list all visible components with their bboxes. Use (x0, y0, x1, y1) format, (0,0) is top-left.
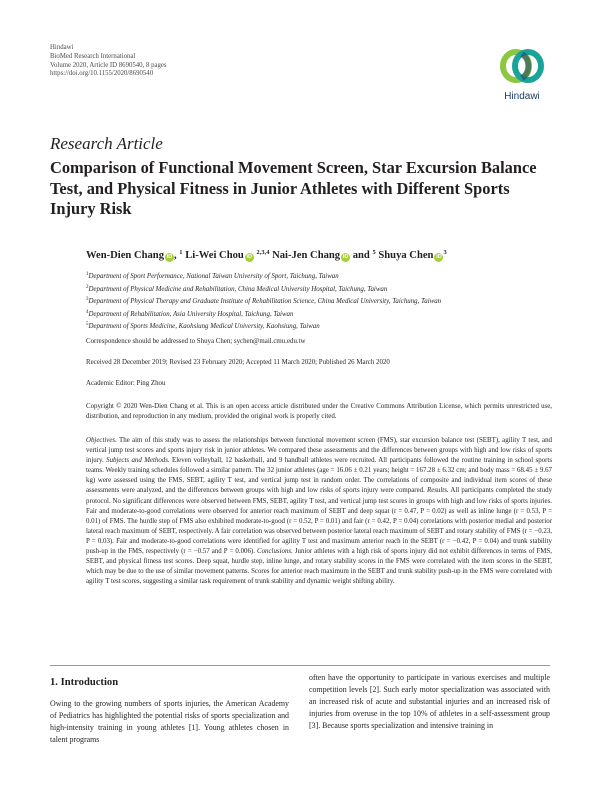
affiliation: $^3$Department of Physical Therapy and Graduate Institute of Rehabilitation Science, China Medical University, Taichung, Taiwan (86, 297, 442, 306)
section-divider (50, 665, 550, 666)
abstract-text: Objectives. The aim of this study was to assess the relationships between functional movement screen (FMS), star excursion balance test (SEBT), agility T test, and vertical jump test scores and sports injury risk in junior athletes. We compared these assessments and the differences between groups with high and low risks of sports injury. Subjects and Methods. Eleven volleyball, 12 basketball, and 9 handball athletes were recruited. All participants followed the routine training in school sports teams. Weekly training schedules followed a similar pattern. The 32 junior athletes (age = 16.06 ± 0.21 years; height = 167.28 ± 6.32 cm; and body mass = 68.45 ± 9.67 kg) were assessed using the FMS, SEBT, agility T test, and vertical jump test in random order. The correlations of composite and individual item scores of these assessments were analyzed, and the differences between groups with high and low risks of sports injury were compared. Results. All participants completed the study protocol. No significant differences were observed between FMS, SEBT, agility T test, and vertical jump test scores in groups with high and low risks of sports injuries. Fair and moderate-to-good correlations were observed for anterior reach maximum of SEBT and deep squat (r = 0.47, P = 0.02) as well as inline lunge (r = 0.53, P = 0.01) of FMS. The hurdle step of FMS also exhibited moderate-to-good (r = 0.52, P = 0.01) and fair (r = 0.42, P = 0.04) correlations with posterior medial and posterior lateral reach maximum of SEBT, respectively. A fair correlation was observed between posterior lateral reach maximum of SEBT and rotary stability of FMS (r = −0.23, P = 0.03). Fair and moderate-to-good correlations were identified for agility T test and maximum anterior reach in the SEBT (r = −0.42, P = 0.04) and trunk stability push-up in the FMS, respectively (r = −0.57 and P = 0.006). Conclusions. Junior athletes with a high risk of sports injury did not exhibit differences in terms of FMS, SEBT, and physical fitness test scores. Deep squat, hurdle step, inline lunge, and rotary stability scores in the FMS were correlated with the item scores in the SEBT, which may be due to the use of similar movement patterns. Scores for anterior reach maximum in the SEBT and trunk stability push-up in the FMS were correlated with agility T test scores, suggesting a similar task requirement of trunk stability and dynamic weight shifting ability. (86, 437, 553, 586)
affiliation: $^2$Department of Physical Medicine and Rehabilitation, China Medical University Hospital, Taichung, Taiwan (86, 284, 388, 293)
author-affil-sup: 3 (443, 249, 447, 256)
abstract (86, 436, 552, 587)
publisher-name: Hindawi (50, 44, 74, 51)
author-affil-sup: 1 (179, 249, 183, 256)
article-type: Research Article (50, 134, 163, 153)
publication-dates: Received 28 December 2019; Revised 23 February 2020; Accepted 11 March 2020; Published 26 March 2020 (86, 359, 390, 366)
section-heading: 1. Introduction (50, 677, 119, 688)
article-title: Comparison of Functional Movement Screen, Star Excursion Balance Test, and Physical Fitness in Junior Athletes with Different Sports Injury Risk (50, 158, 537, 218)
intro-column-left: Owing to the growing numbers of sports injuries, the American Academy of Pediatrics has highlighted the potential risks of sports specialization and high-intensity training in young athletes [1]. Young athletes chosen in talent programs (50, 699, 289, 744)
affiliation: $^4$Department of Rehabilitation, Asia University Hospital, Taichung, Taiwan (86, 309, 294, 318)
intro-column-right: often have the opportunity to participate in various exercises and multiple competition levels [2]. Such early motor specialization was associated with an increased risk of acute and substantial injuries and an increased risk of injuries from overuse in the top 10% of athletes in a self-assessment group [3]. Because sports specialization and intensive training in (309, 673, 550, 730)
copyright-text: Copyright © 2020 Wen-Dien Chang et al. This is an open access article distributed under the Creative Commons Attribution License, which permits unrestricted use, distribution, and reproduction in any medium, provided the original work is properly cited. (86, 403, 552, 421)
author-list: Wen-Dien Chang iD , $^1$ Li-Wei Chou iD $^{2,3,4}$ Nai-Jen Chang iD and $^5$ Shuya Chen $iD^3$ (86, 249, 447, 261)
journal-doi[interactable]: https://doi.org/10.1155/2020/8690540 (50, 70, 154, 78)
author-name[interactable]: Li-Wei Chou (185, 250, 244, 261)
correspondence: Correspondence should be addressed to Shuya Chen; sychen@mail.cmu.edu.tw (86, 338, 306, 345)
journal-volume: Volume 2020, Article ID 8690540, 8 pages (50, 61, 167, 69)
journal-name: BioMed Research International (50, 52, 136, 60)
author-name[interactable]: Nai-Jen Chang (272, 250, 341, 261)
author-affil-sup: 2,3,4 (256, 249, 270, 256)
orcid-icon[interactable]: iD (436, 254, 442, 260)
orcid-icon[interactable]: iD (166, 254, 173, 260)
author-name[interactable]: Shuya Chen (378, 250, 434, 261)
author-affil-sup: 5 (372, 249, 376, 256)
hindawi-logo-icon (494, 44, 550, 90)
orcid-icon[interactable]: iD (246, 254, 253, 260)
journal-header (50, 44, 167, 79)
orcid-icon[interactable]: iD (342, 254, 349, 260)
affiliation: $^5$Department of Sports Medicine, Kaohsiung Medical University, Kaohsiung, Taiwan (86, 322, 320, 331)
hindawi-logo (494, 44, 550, 106)
logo-wordmark: Hindawi (504, 91, 540, 102)
affiliation-list (86, 270, 441, 333)
copyright-notice (86, 402, 552, 422)
author-name[interactable]: Wen-Dien Chang (86, 250, 164, 261)
academic-editor: Academic Editor: Ping Zhou (86, 380, 166, 387)
affiliation: $^1$Department of Sport Performance, National Taiwan University of Sport, Taichung, Taiwan (86, 272, 339, 280)
